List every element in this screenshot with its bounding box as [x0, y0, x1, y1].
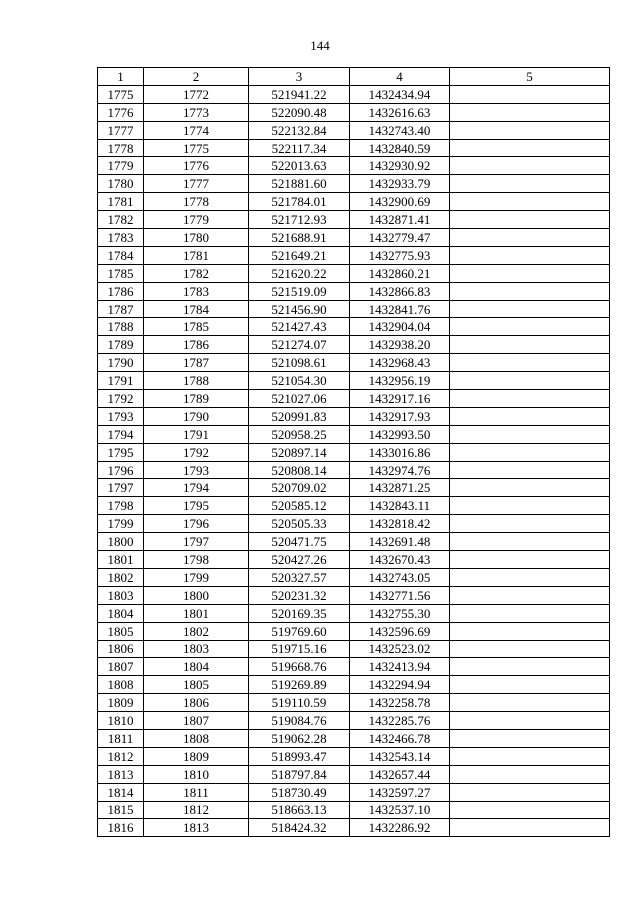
- table-cell: 1776: [144, 157, 249, 175]
- table-cell: 1432968.43: [350, 354, 450, 372]
- table-cell: [450, 443, 610, 461]
- table-row: [98, 461, 610, 479]
- table-cell: 1773: [144, 103, 249, 121]
- table-cell: 1786: [98, 282, 144, 300]
- table-row: [98, 658, 610, 676]
- table-cell: [450, 229, 610, 247]
- table-cell: 520808.14: [249, 461, 350, 479]
- table-cell: 1812: [144, 801, 249, 819]
- table-cell: 1799: [98, 515, 144, 533]
- table-cell: 1432771.56: [350, 586, 450, 604]
- table-cell: 1432523.02: [350, 640, 450, 658]
- column-header: 2: [144, 68, 249, 86]
- table-cell: 1785: [144, 318, 249, 336]
- table-cell: [450, 533, 610, 551]
- table-cell: 1432691.48: [350, 533, 450, 551]
- table-cell: 521881.60: [249, 175, 350, 193]
- table-cell: 1813: [144, 819, 249, 837]
- table-cell: 1432543.14: [350, 747, 450, 765]
- table-cell: 521027.06: [249, 390, 350, 408]
- table-cell: 1783: [144, 282, 249, 300]
- table-cell: 1801: [144, 604, 249, 622]
- table-row: [98, 425, 610, 443]
- table-row: [98, 819, 610, 837]
- table-row: [98, 479, 610, 497]
- table-cell: 520505.33: [249, 515, 350, 533]
- table-cell: 1432286.92: [350, 819, 450, 837]
- table-cell: 520709.02: [249, 479, 350, 497]
- table-cell: 521941.22: [249, 85, 350, 103]
- table-cell: 520958.25: [249, 425, 350, 443]
- table-row: [98, 264, 610, 282]
- table-row: [98, 497, 610, 515]
- table-cell: 1778: [144, 193, 249, 211]
- table-cell: 1432657.44: [350, 765, 450, 783]
- table-cell: [450, 819, 610, 837]
- table-cell: 518797.84: [249, 765, 350, 783]
- table-cell: 1791: [144, 425, 249, 443]
- table-cell: 1799: [144, 568, 249, 586]
- table-cell: [450, 354, 610, 372]
- table-body: [98, 85, 610, 836]
- table-cell: [450, 175, 610, 193]
- table-cell: 1432938.20: [350, 336, 450, 354]
- table-cell: 1432917.16: [350, 390, 450, 408]
- table-cell: 520585.12: [249, 497, 350, 515]
- table-cell: 1813: [98, 765, 144, 783]
- table-cell: 1432904.04: [350, 318, 450, 336]
- table-cell: [450, 801, 610, 819]
- table-cell: 519110.59: [249, 694, 350, 712]
- table-cell: 518993.47: [249, 747, 350, 765]
- column-header: 3: [249, 68, 350, 86]
- table-cell: 1815: [98, 801, 144, 819]
- table-cell: 522013.63: [249, 157, 350, 175]
- table-cell: [450, 658, 610, 676]
- table-row: [98, 300, 610, 318]
- table-cell: 1432974.76: [350, 461, 450, 479]
- table-cell: 1432900.69: [350, 193, 450, 211]
- table-row: [98, 157, 610, 175]
- table-row: [98, 676, 610, 694]
- table-cell: 1775: [98, 85, 144, 103]
- table-row: [98, 193, 610, 211]
- table-cell: 1432466.78: [350, 729, 450, 747]
- table-cell: 1788: [144, 372, 249, 390]
- table-cell: [450, 157, 610, 175]
- table-cell: 1432818.42: [350, 515, 450, 533]
- table-cell: 1772: [144, 85, 249, 103]
- table-cell: 1814: [98, 783, 144, 801]
- table-cell: [450, 282, 610, 300]
- table-cell: 1809: [98, 694, 144, 712]
- table-cell: [450, 747, 610, 765]
- table-cell: [450, 390, 610, 408]
- table-cell: [450, 604, 610, 622]
- table-cell: [450, 729, 610, 747]
- table-cell: [450, 139, 610, 157]
- table-row: [98, 211, 610, 229]
- table-cell: [450, 551, 610, 569]
- table-cell: 521712.93: [249, 211, 350, 229]
- table-row: [98, 604, 610, 622]
- table-cell: [450, 372, 610, 390]
- table-cell: 1793: [98, 407, 144, 425]
- table-cell: 518663.13: [249, 801, 350, 819]
- table-row: [98, 801, 610, 819]
- table-cell: 519062.28: [249, 729, 350, 747]
- table-cell: 1784: [98, 246, 144, 264]
- table-row: [98, 407, 610, 425]
- table-row: [98, 443, 610, 461]
- table-cell: [450, 85, 610, 103]
- table-cell: 1774: [144, 121, 249, 139]
- table-cell: 519715.16: [249, 640, 350, 658]
- table-cell: 520231.32: [249, 586, 350, 604]
- table-cell: 1783: [98, 229, 144, 247]
- table-cell: 520427.26: [249, 551, 350, 569]
- table-cell: [450, 121, 610, 139]
- table-cell: [450, 694, 610, 712]
- table-cell: 1811: [144, 783, 249, 801]
- column-header: 1: [98, 68, 144, 86]
- table-cell: 1794: [144, 479, 249, 497]
- table-cell: 522117.34: [249, 139, 350, 157]
- table-cell: 521274.07: [249, 336, 350, 354]
- table-cell: [450, 318, 610, 336]
- table-cell: 1790: [98, 354, 144, 372]
- table-cell: 1792: [144, 443, 249, 461]
- table-cell: 1810: [144, 765, 249, 783]
- table-row: [98, 318, 610, 336]
- table-cell: 522132.84: [249, 121, 350, 139]
- table-cell: 1805: [98, 622, 144, 640]
- table-cell: 1777: [144, 175, 249, 193]
- table-cell: 1796: [98, 461, 144, 479]
- table-cell: [450, 407, 610, 425]
- table-cell: 1432779.47: [350, 229, 450, 247]
- table-row: [98, 121, 610, 139]
- table-cell: [450, 676, 610, 694]
- table-row: [98, 372, 610, 390]
- table-cell: [450, 622, 610, 640]
- table-cell: 1807: [144, 712, 249, 730]
- table-cell: 1782: [98, 211, 144, 229]
- table-cell: 1790: [144, 407, 249, 425]
- table-cell: 1787: [98, 300, 144, 318]
- table-cell: 1781: [144, 246, 249, 264]
- table-cell: 1432860.21: [350, 264, 450, 282]
- table-cell: 1432871.25: [350, 479, 450, 497]
- table-cell: 1792: [98, 390, 144, 408]
- table-row: [98, 747, 610, 765]
- table-cell: [450, 586, 610, 604]
- table-cell: 1784: [144, 300, 249, 318]
- table-cell: 1800: [98, 533, 144, 551]
- table-cell: 1777: [98, 121, 144, 139]
- table-cell: 1791: [98, 372, 144, 390]
- table-row: [98, 246, 610, 264]
- table-cell: 1795: [144, 497, 249, 515]
- table-cell: [450, 193, 610, 211]
- table-row: [98, 729, 610, 747]
- table-cell: 521054.30: [249, 372, 350, 390]
- table-cell: 1803: [98, 586, 144, 604]
- table-cell: [450, 568, 610, 586]
- table-cell: 1811: [98, 729, 144, 747]
- table-row: [98, 640, 610, 658]
- table-cell: 1432670.43: [350, 551, 450, 569]
- table-cell: 1432537.10: [350, 801, 450, 819]
- table-cell: 521519.09: [249, 282, 350, 300]
- table-cell: 1432871.41: [350, 211, 450, 229]
- table-row: [98, 515, 610, 533]
- table-cell: 1432616.63: [350, 103, 450, 121]
- table-row: [98, 390, 610, 408]
- table-row: [98, 282, 610, 300]
- table-cell: 1805: [144, 676, 249, 694]
- table-cell: 1432597.27: [350, 783, 450, 801]
- table-cell: 520897.14: [249, 443, 350, 461]
- table-cell: 519668.76: [249, 658, 350, 676]
- table-cell: 1432434.94: [350, 85, 450, 103]
- table-cell: 1780: [98, 175, 144, 193]
- table-row: [98, 103, 610, 121]
- table-row: [98, 551, 610, 569]
- table-cell: [450, 461, 610, 479]
- table-cell: 1795: [98, 443, 144, 461]
- table-row: [98, 229, 610, 247]
- table-cell: 1432775.93: [350, 246, 450, 264]
- table-cell: 1802: [98, 568, 144, 586]
- table-cell: [450, 765, 610, 783]
- table-row: [98, 175, 610, 193]
- table-cell: 1807: [98, 658, 144, 676]
- table-cell: 1432755.30: [350, 604, 450, 622]
- table-cell: 1794: [98, 425, 144, 443]
- table-cell: 522090.48: [249, 103, 350, 121]
- table-row: [98, 586, 610, 604]
- table-cell: 1778: [98, 139, 144, 157]
- table-row: [98, 139, 610, 157]
- table-cell: 520991.83: [249, 407, 350, 425]
- table-cell: 1803: [144, 640, 249, 658]
- table-cell: [450, 640, 610, 658]
- table-header-row: [98, 68, 610, 86]
- table-cell: 1432743.05: [350, 568, 450, 586]
- table-cell: 1786: [144, 336, 249, 354]
- table-cell: 521098.61: [249, 354, 350, 372]
- table-cell: [450, 264, 610, 282]
- table-cell: 519084.76: [249, 712, 350, 730]
- table-cell: 521456.90: [249, 300, 350, 318]
- table-cell: 1779: [144, 211, 249, 229]
- table-cell: 1432956.19: [350, 372, 450, 390]
- table-cell: 1432933.79: [350, 175, 450, 193]
- table-cell: 1810: [98, 712, 144, 730]
- table-cell: 1779: [98, 157, 144, 175]
- table-cell: 1801: [98, 551, 144, 569]
- column-header: 4: [350, 68, 450, 86]
- table-cell: 519769.60: [249, 622, 350, 640]
- table-cell: 520169.35: [249, 604, 350, 622]
- table-cell: 1432596.69: [350, 622, 450, 640]
- table-cell: 1775: [144, 139, 249, 157]
- table-cell: 1432840.59: [350, 139, 450, 157]
- table-row: [98, 568, 610, 586]
- table-cell: 520471.75: [249, 533, 350, 551]
- table-cell: 1432413.94: [350, 658, 450, 676]
- table-cell: [450, 515, 610, 533]
- table-cell: 521427.43: [249, 318, 350, 336]
- table-row: [98, 354, 610, 372]
- table-cell: 1432930.92: [350, 157, 450, 175]
- table-cell: 1808: [144, 729, 249, 747]
- table-cell: 1798: [144, 551, 249, 569]
- table-cell: 1781: [98, 193, 144, 211]
- table-row: [98, 533, 610, 551]
- table-cell: 519269.89: [249, 676, 350, 694]
- table-cell: [450, 425, 610, 443]
- table-cell: 1776: [98, 103, 144, 121]
- column-header: 5: [450, 68, 610, 86]
- table-cell: 1789: [144, 390, 249, 408]
- table-cell: 1432866.83: [350, 282, 450, 300]
- table-row: [98, 694, 610, 712]
- table-row: [98, 622, 610, 640]
- table-cell: 518730.49: [249, 783, 350, 801]
- table-cell: 1432993.50: [350, 425, 450, 443]
- table-cell: 1800: [144, 586, 249, 604]
- table-cell: 1433016.86: [350, 443, 450, 461]
- table-cell: 1802: [144, 622, 249, 640]
- table-cell: [450, 783, 610, 801]
- table-cell: 521649.21: [249, 246, 350, 264]
- table-cell: 1797: [98, 479, 144, 497]
- table-cell: 1432843.11: [350, 497, 450, 515]
- table-cell: 1432285.76: [350, 712, 450, 730]
- table-cell: [450, 211, 610, 229]
- table-cell: 1798: [98, 497, 144, 515]
- table-cell: 1806: [144, 694, 249, 712]
- table-cell: 1804: [144, 658, 249, 676]
- table-cell: 1787: [144, 354, 249, 372]
- table-cell: 1808: [98, 676, 144, 694]
- table-cell: 521620.22: [249, 264, 350, 282]
- table-cell: 1780: [144, 229, 249, 247]
- table-cell: [450, 300, 610, 318]
- table-cell: [450, 246, 610, 264]
- table-row: [98, 336, 610, 354]
- table-row: [98, 85, 610, 103]
- table-cell: 1806: [98, 640, 144, 658]
- table-cell: 1782: [144, 264, 249, 282]
- coordinates-table: [97, 67, 610, 837]
- page-number: 144: [310, 38, 330, 53]
- table-cell: [450, 336, 610, 354]
- table-cell: 1785: [98, 264, 144, 282]
- table-cell: 1432294.94: [350, 676, 450, 694]
- table-cell: 518424.32: [249, 819, 350, 837]
- table-cell: 1432841.76: [350, 300, 450, 318]
- table-cell: 520327.57: [249, 568, 350, 586]
- table-cell: [450, 497, 610, 515]
- table-cell: [450, 103, 610, 121]
- table-cell: 1432917.93: [350, 407, 450, 425]
- table-cell: 1804: [98, 604, 144, 622]
- table-cell: 521688.91: [249, 229, 350, 247]
- table-cell: [450, 712, 610, 730]
- table-cell: 1812: [98, 747, 144, 765]
- table-cell: 1809: [144, 747, 249, 765]
- table-cell: 1432743.40: [350, 121, 450, 139]
- table-cell: 1796: [144, 515, 249, 533]
- table-row: [98, 765, 610, 783]
- table-row: [98, 712, 610, 730]
- table-cell: 1816: [98, 819, 144, 837]
- table-cell: 1788: [98, 318, 144, 336]
- table-cell: 521784.01: [249, 193, 350, 211]
- table-row: [98, 783, 610, 801]
- table-cell: 1789: [98, 336, 144, 354]
- table-cell: [450, 479, 610, 497]
- table-cell: 1793: [144, 461, 249, 479]
- table-cell: 1432258.78: [350, 694, 450, 712]
- table-cell: 1797: [144, 533, 249, 551]
